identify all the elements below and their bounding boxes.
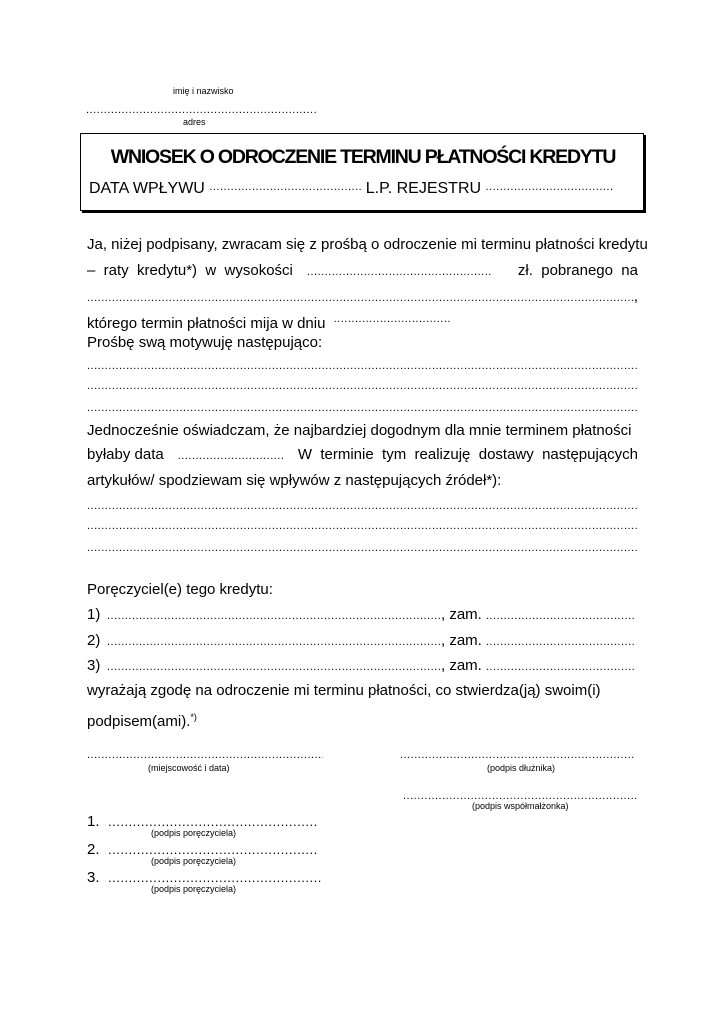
source-line-2 bbox=[87, 520, 638, 532]
body-line-5: Prośbę swą motywuję następująco: bbox=[87, 334, 323, 351]
motivation-line-3 bbox=[87, 402, 638, 414]
motivation-line-1 bbox=[87, 360, 638, 372]
purpose-field bbox=[87, 292, 634, 304]
guarantor-row-2 bbox=[87, 632, 635, 651]
spouse-signature-label: (podpis współmałżonka) bbox=[472, 801, 569, 811]
guarantor-signature-number-2: 2. bbox=[87, 841, 100, 858]
guarantor-address-field-3 bbox=[486, 658, 635, 676]
guarantor-address-field-2 bbox=[486, 633, 635, 651]
due-date-label: którego termin płatności mija w dniu bbox=[87, 315, 326, 332]
motivation-line-2 bbox=[87, 380, 638, 392]
address-label: adres bbox=[183, 117, 206, 127]
guarantor-signature-label-1: (podpis poręczyciela) bbox=[151, 828, 237, 838]
guarantor-signature-label-2: (podpis poręczyciela) bbox=[151, 856, 237, 866]
footnote-marker: *) bbox=[190, 712, 197, 722]
guarantor-title: Poręczyciel(e) tego kredytu: bbox=[87, 581, 273, 598]
consent-line-1: wyrażają zgodę na odroczenie mi terminu płatności, co stwierdza(ją) swoim(i) bbox=[87, 682, 601, 699]
guarantor-address-field-1 bbox=[486, 607, 635, 625]
body-line-4 bbox=[87, 310, 452, 333]
body-line-7 bbox=[87, 446, 638, 465]
consent-line-2-text: podpisem(ami). bbox=[87, 713, 191, 730]
registration-row bbox=[89, 180, 614, 198]
body-line-2-start: – raty kredytu*) w wysokości bbox=[87, 262, 293, 279]
debtor-signature-line bbox=[400, 749, 634, 761]
body-line-1: Ja, niżej podpisany, zwracam się z prośbą o odroczenie mi terminu płatności kredytu bbox=[87, 236, 648, 253]
guarantor-signature-number-1: 1. bbox=[87, 813, 100, 830]
place-date-label: (miejscowość i data) bbox=[148, 763, 230, 773]
source-line-3 bbox=[87, 542, 638, 554]
body-line-6: Jednocześnie oświadczam, że najbardziej dogodnym dla mnie terminem płatności bbox=[87, 422, 632, 439]
guarantor-signature-line-1 bbox=[108, 814, 319, 829]
guarantor-zam-label-3: , zam. bbox=[441, 657, 482, 674]
guarantor-zam-label-2: , zam. bbox=[441, 632, 482, 649]
name-label: imię i nazwisko bbox=[173, 86, 234, 96]
guarantor-signature-label-3: (podpis poręczyciela) bbox=[151, 884, 237, 894]
register-field bbox=[486, 181, 614, 193]
body-line-3 bbox=[87, 288, 638, 306]
guarantor-name-field-2 bbox=[107, 633, 441, 651]
date-received-label: DATA WPŁYWU bbox=[89, 180, 205, 197]
name-dotted-line bbox=[86, 104, 316, 116]
guarantor-row-3 bbox=[87, 657, 635, 676]
guarantor-row-1 bbox=[87, 606, 635, 625]
guarantor-zam-label-1: , zam. bbox=[441, 606, 482, 623]
due-date-field bbox=[334, 310, 452, 328]
debtor-signature-label: (podpis dłużnika) bbox=[487, 763, 556, 773]
guarantor-number-2: 2) bbox=[87, 632, 101, 649]
register-label: L.P. REJESTRU bbox=[365, 180, 482, 197]
guarantor-signature-line-2 bbox=[108, 842, 319, 857]
body-line-2-end: zł. pobranego na bbox=[517, 262, 638, 279]
form-title: WNIOSEK O ODROCZENIE TERMINU PŁATNOŚCI KREDYTU bbox=[110, 146, 616, 168]
guarantor-name-field-1 bbox=[107, 607, 441, 625]
guarantor-number-1: 1) bbox=[87, 606, 101, 623]
guarantor-signature-line-3 bbox=[108, 870, 323, 885]
guarantor-number-3: 3) bbox=[87, 657, 101, 674]
source-line-1 bbox=[87, 500, 638, 512]
proposed-date-label: byłaby data bbox=[87, 446, 164, 463]
body-line-3-comma: , bbox=[633, 288, 638, 305]
place-date-line bbox=[87, 749, 323, 761]
guarantor-name-field-3 bbox=[107, 658, 441, 676]
guarantor-signature-number-3: 3. bbox=[87, 869, 100, 886]
body-line-7-end: W terminie tym realizuję dostawy następujących bbox=[297, 446, 638, 463]
proposed-date-field bbox=[178, 447, 284, 465]
amount-field bbox=[307, 263, 492, 281]
consent-line-2 bbox=[87, 708, 197, 731]
date-received-field bbox=[209, 181, 361, 193]
body-line-2 bbox=[87, 262, 638, 281]
title-box bbox=[80, 133, 644, 211]
body-line-8: artykułów/ spodziewam się wpływów z następujących źródeł*): bbox=[87, 472, 502, 489]
